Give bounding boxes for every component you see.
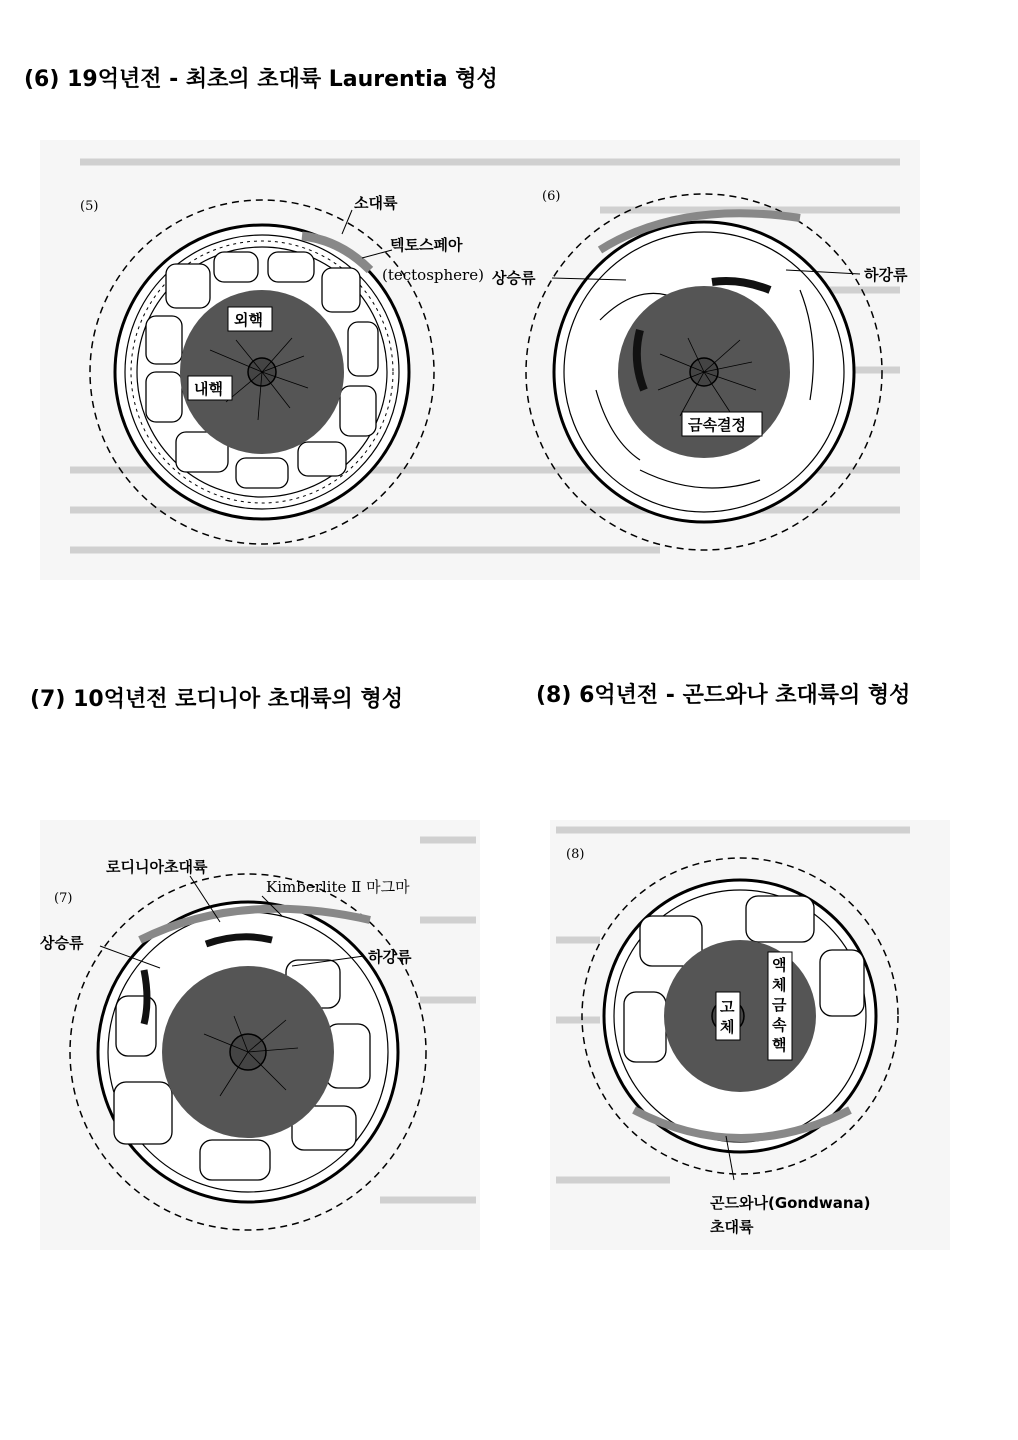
metal-crystal-label: 금속결정 bbox=[688, 416, 746, 434]
liquid-core-label-4: 속 bbox=[772, 1016, 787, 1034]
downwelling-label: 하강류 bbox=[864, 266, 908, 284]
figure-svg-7 bbox=[40, 820, 480, 1250]
supercontinent-label: 초대륙 bbox=[710, 1218, 754, 1236]
rodinia-label: 로디니아초대륙 bbox=[106, 858, 208, 876]
convection-cell bbox=[166, 264, 210, 308]
outer-core-label: 외핵 bbox=[234, 311, 263, 329]
solid-label-2: 체 bbox=[720, 1018, 735, 1036]
heading-laurentia: (6) 19억년전 - 최초의 초대륙 Laurentia 형성 bbox=[24, 67, 498, 92]
figure-panel-7 bbox=[40, 820, 480, 1250]
convection-cell bbox=[322, 268, 360, 312]
liquid-core-label-2: 체 bbox=[772, 976, 787, 994]
figure-svg-8 bbox=[550, 820, 950, 1250]
panel-number-7: (7) bbox=[54, 891, 73, 906]
tectosphere-label-ko: 텍토스페아 bbox=[390, 236, 463, 254]
upwelling-label: 상승류 bbox=[492, 269, 536, 287]
figure-panel-8 bbox=[550, 820, 950, 1250]
convection-cell bbox=[820, 950, 864, 1016]
convection-cell bbox=[746, 896, 814, 942]
upwelling-label: 상승류 bbox=[40, 934, 84, 952]
figure-svg-5-6 bbox=[40, 140, 920, 580]
convection-cell bbox=[114, 1082, 172, 1144]
figure-panels-5-6 bbox=[40, 140, 920, 580]
gondwana-label: 곤드와나(Gondwana) bbox=[710, 1194, 871, 1212]
convection-cell bbox=[298, 442, 346, 476]
convection-cell bbox=[236, 458, 288, 488]
convection-cell bbox=[146, 316, 182, 364]
convection-cell bbox=[214, 252, 258, 282]
downwelling-slab bbox=[144, 970, 147, 1024]
panel-number-5: (5) bbox=[80, 199, 99, 214]
tectosphere-label-en: (tectosphere) bbox=[382, 266, 484, 284]
convection-cell bbox=[268, 252, 314, 282]
downwelling-label: 하강류 bbox=[368, 948, 412, 966]
inner-core-label: 내핵 bbox=[194, 380, 223, 398]
panel-number-6: (6) bbox=[542, 189, 561, 204]
heading-rodinia: (7) 10억년전 로디니아 초대륙의 형성 bbox=[30, 687, 403, 712]
convection-cell bbox=[340, 386, 376, 436]
convection-cell bbox=[624, 992, 666, 1062]
kimberlite-label: Kimberlite Ⅱ 마그마 bbox=[266, 878, 410, 896]
liquid-core-label-5: 핵 bbox=[772, 1036, 787, 1054]
convection-cell bbox=[146, 372, 182, 422]
microcontinent-label: 소대륙 bbox=[354, 194, 398, 212]
liquid-core-label-3: 금 bbox=[772, 996, 787, 1014]
panel-number-8: (8) bbox=[566, 847, 585, 862]
liquid-core-label-1: 액 bbox=[772, 956, 787, 974]
convection-cell bbox=[348, 322, 378, 376]
convection-cell bbox=[200, 1140, 270, 1180]
heading-gondwana: (8) 6억년전 - 곤드와나 초대륙의 형성 bbox=[536, 683, 911, 708]
solid-label-1: 고 bbox=[720, 998, 735, 1016]
